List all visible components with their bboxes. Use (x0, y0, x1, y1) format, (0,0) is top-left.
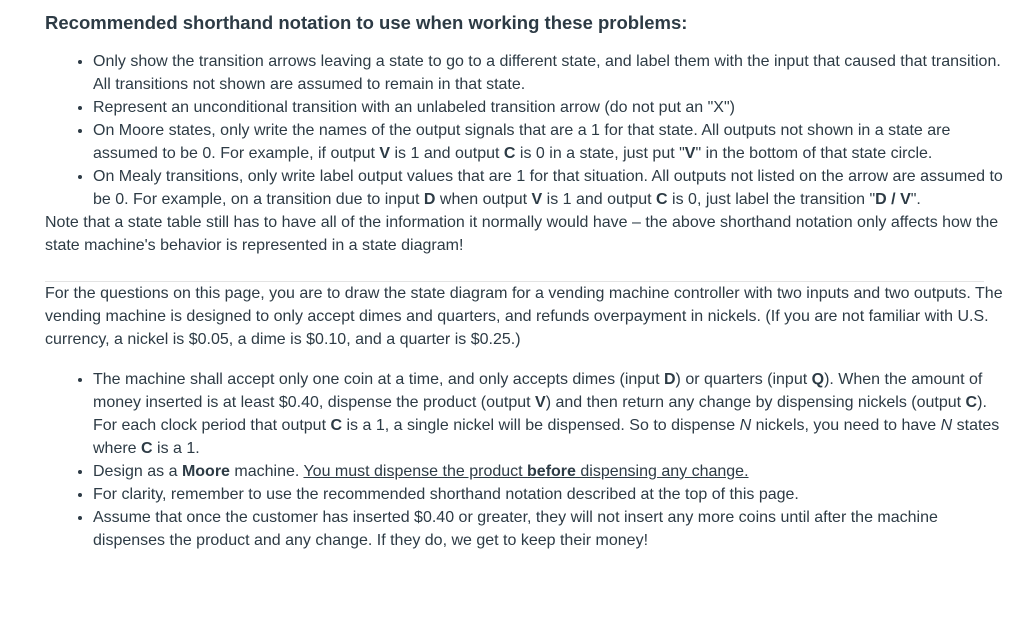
output-c-label: C (656, 191, 668, 208)
list-item-text: machine. (229, 463, 304, 480)
output-c-label: C (141, 440, 153, 457)
list-item-text: ). When the amount of money inserted is at least $0.40, dispense the product (output (93, 371, 983, 411)
output-v-label: V (535, 394, 546, 411)
intro-paragraph: For the questions on this page, you are to draw the state diagram for a vending machine controller with two inputs and two outputs. The vending machine is designed to only accept dimes and quarters, and refunds overpayment in nickels. (If you are not familiar with U.S. currency, a nickel is $0.05, a dime is $0.10, and a quarter is $0.25.) (45, 285, 1003, 348)
list-item (93, 483, 1004, 506)
list-item (93, 506, 1004, 552)
variable-n: N (940, 417, 953, 434)
transition-example-label: D / V (875, 191, 911, 208)
input-q-label: Q (811, 371, 825, 388)
list-item (93, 50, 1004, 96)
underlined-requirement: You must dispense the product (303, 463, 528, 480)
list-item-text: is 1 and output (390, 145, 504, 162)
notation-list (45, 50, 1004, 211)
list-item-text: Only show the transition arrows leaving a state to go to a different state, and label them with the input that caused that transition. All transitions not shown are assumed to remain in that state. (93, 53, 1001, 93)
list-item-text: ) and then return any change by dispensing nickels (output (545, 394, 966, 411)
list-item (93, 460, 1004, 483)
list-item (93, 368, 1004, 460)
list-item-text: The machine shall accept only one coin at a time, and only accepts dimes (input (93, 371, 664, 388)
input-d-label: D (663, 371, 676, 388)
list-item-text: ). For each clock period that output (93, 394, 987, 434)
input-d-label: D (423, 191, 436, 208)
output-c-label: C (503, 145, 516, 162)
underlined-requirement-emphasis: before (527, 463, 576, 480)
list-item-text: Design as a (93, 463, 182, 480)
list-item-text: nickels, you need to have (751, 417, 941, 434)
list-item-text: is 0, just label the transition " (667, 191, 876, 208)
variable-n: N (739, 417, 752, 434)
list-item-text: For clarity, remember to use the recommended shorthand notation described at the top of this page. (93, 486, 799, 503)
output-v-label: V (531, 191, 543, 208)
moore-label: Moore (181, 463, 230, 480)
list-item-text: Assume that once the customer has inserted $0.40 or greater, they will not insert any more coins until after the machine dispenses the product and any change. If they do, we get to keep their money! (93, 509, 938, 549)
list-item-text: On Mealy transitions, only write label output values that are 1 for that situation. All outputs not listed on the arrow are assumed to be 0. For example, on a transition due to input (93, 168, 1003, 208)
list-item-text: when output (435, 191, 532, 208)
list-item-text: ". (910, 191, 921, 208)
list-item-text: is 1 and output (542, 191, 657, 208)
section-heading: Recommended shorthand notation to use when working these problems: (45, 12, 688, 33)
list-item-text: Represent an unconditional transition with an unlabeled transition arrow (do not put an "X") (93, 99, 735, 116)
output-v-label: V (379, 145, 391, 162)
list-item-text: is 0 in a state, just put " (515, 145, 685, 162)
list-item-text: ) or quarters (input (675, 371, 812, 388)
output-v-label: V (684, 145, 696, 162)
list-item-text: " in the bottom of that state circle. (695, 145, 933, 162)
underlined-requirement: dispensing any change. (575, 463, 749, 480)
problem-list (45, 368, 1004, 552)
note-paragraph: Note that a state table still has to have all of the information it normally would have – the above shorthand notation only affects how the state machine's behavior is represented in a state diagram! (45, 214, 999, 254)
list-item-text: On Moore states, only write the names of the output signals that are a 1 for that state. All outputs not shown in a state are assumed to be 0. For example, if output (93, 122, 951, 162)
output-c-label: C (965, 394, 978, 411)
list-item-text: is a 1. (152, 440, 200, 457)
list-item-text: states where (93, 417, 1000, 457)
list-item-text: is a 1, a single nickel will be dispensed. So to dispense (342, 417, 740, 434)
list-item (93, 96, 1004, 119)
output-c-label: C (330, 417, 343, 434)
list-item (93, 165, 1004, 211)
list-item (93, 119, 1004, 165)
